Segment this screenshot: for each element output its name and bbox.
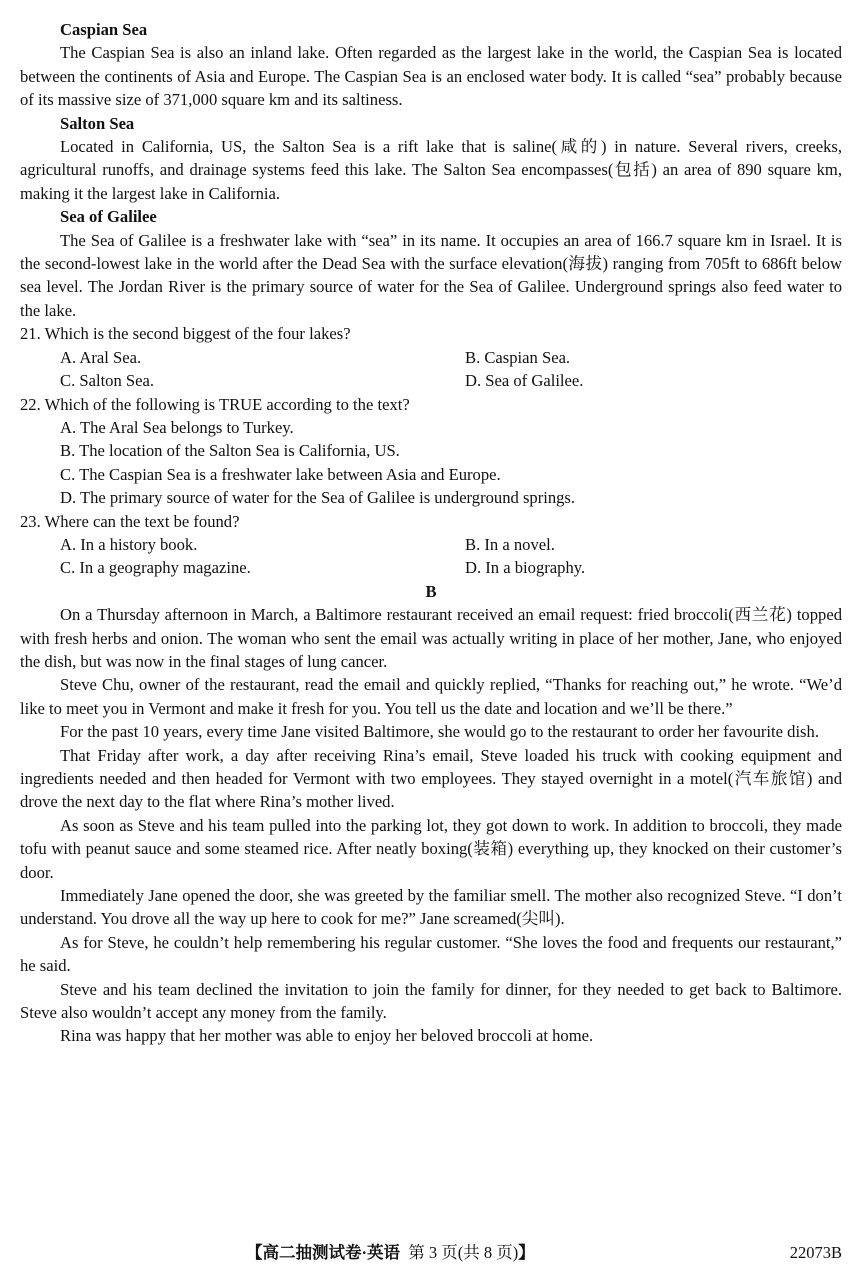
passage-paragraph: Rina was happy that her mother was able to enjoy her beloved broccoli at home. (60, 1026, 594, 1046)
footer-open-bracket: 【 (246, 1243, 263, 1262)
passage-paragraph: Immediately Jane opened the door, she was greeted by the familiar smell. The mother also recognized Steve. “I don’t understand. You drove all the way up here to cook for me?” Jane screamed(尖叫). (20, 886, 842, 929)
passage-paragraph: On a Thursday afternoon in March, a Baltimore restaurant received an email request: fried broccoli(西兰花) topped with fresh herbs and onion. The woman who sent the email was actually writing in place of her mother, Jane, who enjoyed the dish, but was now in the final stages of lung cancer. (20, 605, 842, 671)
section-text: The Sea of Galilee is a freshwater lake with “sea” in its name. It occupies an area of 166.7 square km in Israel. It is the second-lowest lake in the world after the Dead Sea with the surface elevation(海拔) ranging from 705ft to 686ft below sea level. The Jordan River is the primary source of water for the Sea of Galilee. Underground springs also feed water to the lake. (20, 230, 842, 320)
footer-code: 22073B (789, 1243, 842, 1262)
passage-paragraph: That Friday after work, a day after receiving Rina’s email, Steve loaded his truck with cooking equipment and ingredients needed and then headed for Vermont with two employees. They stayed overnight in a motel(汽车旅馆) and drove the next day to the flat where Rina’s mother lived. (20, 745, 842, 812)
footer-exam-info (246, 1241, 535, 1264)
passage-paragraph: As soon as Steve and his team pulled into the parking lot, they got down to work. In addition to broccoli, they made tofu with peanut sauce and some steamed rice. After neatly boxing(装箱) everything up, they knocked on their customer’s door. (20, 815, 842, 882)
option-d: D. Sea of Galilee. (465, 371, 584, 391)
footer-subject: 英语 (367, 1243, 401, 1262)
question-22 (20, 393, 842, 510)
option-b: B. Caspian Sea. (465, 347, 571, 367)
footer-page-info: 第 3 页(共 8 页) (408, 1243, 519, 1262)
lake-section-salton (20, 112, 842, 206)
passage-paragraph: Steve and his team declined the invitation to join the family for dinner, for they needed to get back to Baltimore. Steve also wouldn’t accept any money from the family. (20, 979, 842, 1023)
footer-separator: · (361, 1243, 368, 1262)
option-a: A. In a history book. (60, 534, 198, 554)
option-b: B. The location of the Salton Sea is California, US. (60, 441, 400, 461)
section-heading: Caspian Sea (60, 20, 148, 39)
lake-section-caspian (20, 18, 842, 112)
exam-page (20, 18, 842, 1048)
options-grid (20, 346, 842, 393)
page-footer (0, 1241, 860, 1265)
passage-paragraph: For the past 10 years, every time Jane visited Baltimore, she would go to the restaurant to order her favourite dish. (60, 722, 819, 742)
option-c: C. Salton Sea. (60, 371, 155, 391)
footer-exam-name: 高二抽测试卷 (262, 1243, 362, 1262)
option-c: C. In a geography magazine. (60, 558, 251, 578)
question-stem: 22. Which of the following is TRUE according to the text? (20, 394, 410, 414)
question-23 (20, 510, 842, 580)
question-stem: 23. Where can the text be found? (20, 511, 240, 531)
passage-paragraph: As for Steve, he couldn’t help remembering his regular customer. “She loves the food and frequents our restaurant,” he said. (20, 932, 842, 976)
passage-b-label: B (425, 581, 437, 601)
section-heading: Sea of Galilee (60, 207, 157, 227)
option-a: A. Aral Sea. (60, 347, 142, 367)
footer-close-bracket: 】 (518, 1243, 535, 1262)
passage-paragraph: Steve Chu, owner of the restaurant, read the email and quickly replied, “Thanks for reaching out,” he wrote. “We’d like to meet you in Vermont and make it fresh for you. You tell us the date and location and we’ll be there.” (20, 675, 842, 718)
option-d: D. In a biography. (465, 558, 586, 578)
options-grid (20, 533, 842, 580)
option-c: C. The Caspian Sea is a freshwater lake between Asia and Europe. (60, 464, 501, 484)
question-21 (20, 322, 842, 392)
option-a: A. The Aral Sea belongs to Turkey. (60, 417, 294, 437)
option-b: B. In a novel. (465, 534, 555, 554)
section-text: The Caspian Sea is also an inland lake. Often regarded as the largest lake in the world, the Caspian Sea is located between the continents of Asia and Europe. The Caspian Sea is an enclosed water body. It is called “sea” probably because of its massive size of 371,000 square km and its saltiness. (20, 43, 842, 110)
lake-section-galilee (20, 205, 842, 322)
option-d: D. The primary source of water for the Sea of Galilee is underground springs. (60, 488, 576, 508)
passage-b (20, 603, 842, 1048)
question-stem: 21. Which is the second biggest of the four lakes? (20, 324, 351, 344)
section-heading: Salton Sea (60, 113, 135, 133)
section-text: Located in California, US, the Salton Sea is a rift lake that is saline(咸的) in nature. Several rivers, creeks, agricultural runoffs, and drainage systems feed this lake. The Salton Sea encompasses(包括) an area of 890 square km, making it the largest lake in California. (20, 137, 842, 203)
